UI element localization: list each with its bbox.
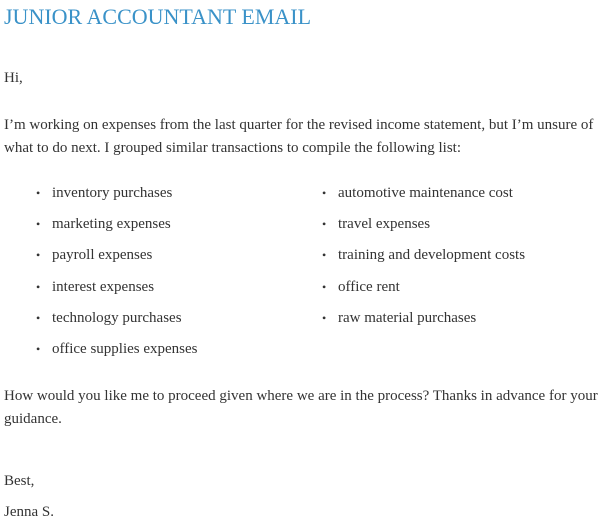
bullet-icon: •: [36, 310, 41, 325]
list-item: [322, 245, 525, 276]
bullet-icon: •: [36, 248, 41, 263]
question-paragraph: How would you like me to proceed given where we are in the process? Thanks in advance for your guidance.: [4, 388, 598, 427]
list-item: [322, 214, 525, 245]
list-item: [36, 245, 198, 276]
bullet-icon: •: [322, 279, 327, 294]
bullet-icon: •: [36, 279, 41, 294]
list-item: [36, 277, 198, 308]
list-item-label: automotive maintenance cost: [338, 185, 513, 201]
list-item-label: travel expenses: [338, 216, 431, 233]
list-item: [322, 308, 525, 339]
list-item-label: training and development costs: [338, 247, 526, 264]
list-item-label: inventory purchases: [52, 185, 173, 201]
list-item: [36, 183, 198, 214]
expense-list-left: [36, 183, 198, 370]
list-item: [36, 214, 198, 245]
bullet-icon: •: [36, 341, 41, 356]
list-item-label: office supplies expenses: [52, 340, 198, 357]
list-item-label: office rent: [338, 278, 400, 295]
bullet-icon: •: [322, 217, 327, 232]
bullet-icon: •: [322, 310, 327, 325]
expense-list-right: [322, 183, 525, 339]
list-item-label: raw material purchases: [338, 309, 477, 326]
greeting: Hi,: [4, 70, 23, 86]
list-item-label: payroll expenses: [52, 247, 153, 264]
closing-line: Best,: [4, 473, 35, 489]
list-item-label: marketing expenses: [52, 216, 171, 233]
bullet-icon: •: [322, 248, 327, 263]
bullet-icon: •: [36, 186, 41, 200]
list-item: [322, 183, 525, 214]
email-title: JUNIOR ACCOUNTANT EMAIL: [4, 4, 312, 29]
signature-name: Jenna S.: [4, 504, 54, 520]
list-item-label: interest expenses: [52, 278, 155, 295]
list-item: [322, 277, 525, 308]
list-item: [36, 339, 198, 370]
bullet-icon: •: [36, 217, 41, 232]
list-item: [36, 308, 198, 339]
bullet-icon: •: [322, 186, 327, 200]
intro-paragraph: I’m working on expenses from the last quarter for the revised income statement, but I’m unsure of what to do next. I grouped similar transactions to compile the following list:: [4, 117, 594, 156]
list-item-label: technology purchases: [52, 309, 182, 326]
